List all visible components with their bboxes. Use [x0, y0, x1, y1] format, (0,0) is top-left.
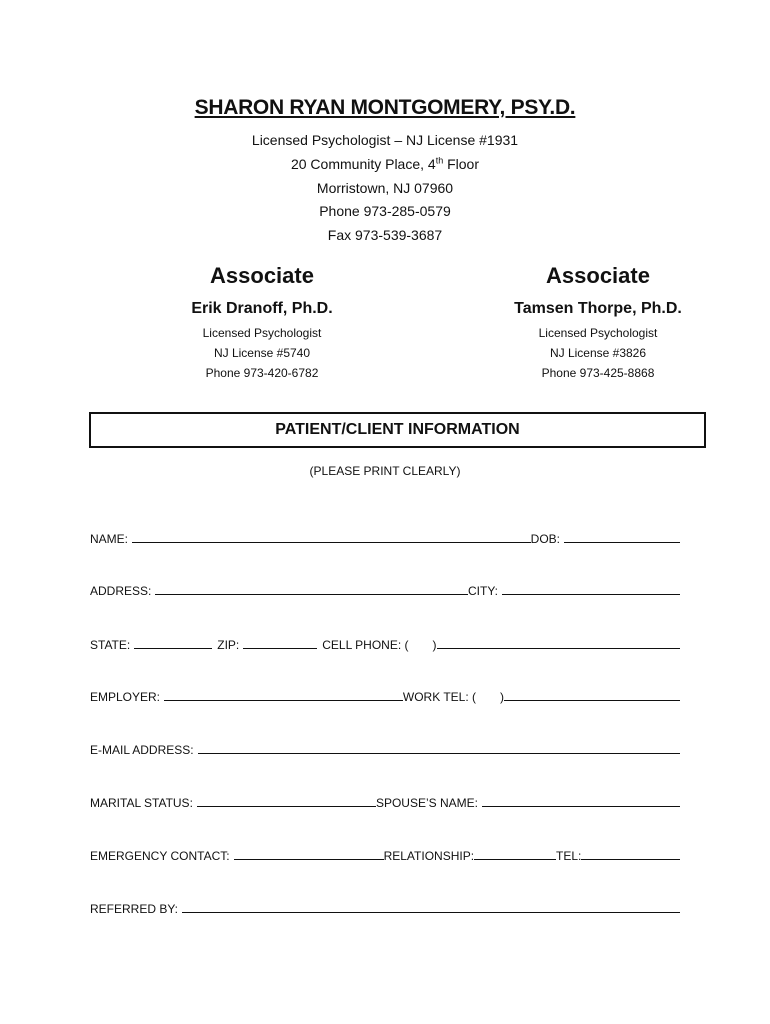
dob-label: DOB:	[530, 532, 560, 546]
work-tel-label: WORK TEL: (	[402, 690, 476, 704]
zip-label: ZIP:	[217, 638, 240, 652]
associate-name: Tamsen Thorpe, Ph.D.	[514, 300, 682, 317]
marital-row	[90, 794, 680, 810]
emergency-tel-label: TEL:	[556, 849, 582, 863]
referred-by-label: REFERRED BY:	[90, 902, 179, 916]
emergency-contact-field[interactable]	[234, 847, 384, 860]
dob-field[interactable]	[564, 530, 680, 543]
associate-role: Licensed Psychologist	[538, 326, 658, 340]
relationship-field[interactable]	[474, 847, 556, 860]
address-label: ADDRESS:	[90, 584, 152, 598]
associate-name: Erik Dranoff, Ph.D.	[191, 300, 333, 317]
email-field[interactable]	[198, 741, 680, 754]
associate-role: Licensed Psychologist	[202, 326, 322, 340]
zip-field[interactable]	[243, 636, 317, 649]
associate-heading: Associate	[546, 263, 650, 288]
practice-title: SHARON RYAN MONTGOMERY, PSY.D.	[194, 96, 576, 119]
address-field[interactable]	[155, 582, 468, 595]
practice-fax: Fax 973-539-3687	[327, 227, 443, 243]
practice-city: Morristown, NJ 07960	[316, 180, 454, 196]
emergency-tel-field[interactable]	[581, 847, 680, 860]
work-tel-paren: )	[500, 690, 504, 704]
associate-heading: Associate	[210, 263, 314, 288]
spouse-name-label: SPOUSE’S NAME:	[375, 796, 478, 810]
associate-phone: Phone 973-420-6782	[205, 366, 319, 380]
print-clearly-note: (PLEASE PRINT CLEARLY)	[309, 464, 461, 478]
marital-status-label: MARITAL STATUS:	[90, 796, 193, 810]
name-label: NAME:	[90, 532, 129, 546]
name-row	[90, 530, 680, 546]
employer-row	[90, 688, 680, 704]
address-floor: Floor	[443, 156, 480, 172]
associate-phone: Phone 973-425-8868	[541, 366, 655, 380]
name-field[interactable]	[132, 530, 531, 543]
cell-phone-field[interactable]	[437, 636, 681, 649]
emergency-row	[90, 847, 680, 863]
emergency-contact-label: EMERGENCY CONTACT:	[90, 849, 230, 863]
relationship-label: RELATIONSHIP:	[383, 849, 475, 863]
city-label: CITY:	[467, 584, 498, 598]
email-label: E-MAIL ADDRESS:	[90, 743, 194, 757]
practice-license: Licensed Psychologist – NJ License #1931	[251, 132, 519, 148]
practice-address	[0, 156, 770, 172]
state-row	[90, 636, 680, 652]
referred-row	[90, 900, 680, 916]
email-row	[90, 741, 680, 757]
section-title: PATIENT/CLIENT INFORMATION	[275, 421, 520, 438]
work-tel-field[interactable]	[504, 688, 680, 701]
practice-phone: Phone 973-285-0579	[319, 203, 451, 219]
referred-by-field[interactable]	[182, 900, 680, 913]
section-title-box	[89, 412, 706, 448]
spouse-name-field[interactable]	[482, 794, 680, 807]
state-label: STATE:	[90, 638, 131, 652]
associate-license: NJ License #3826	[549, 346, 647, 360]
city-field[interactable]	[502, 582, 680, 595]
marital-status-field[interactable]	[197, 794, 376, 807]
address-text: 20 Community Place, 4	[290, 156, 436, 172]
cell-phone-paren: )	[432, 638, 437, 652]
employer-field[interactable]	[164, 688, 403, 701]
cell-phone-label: CELL PHONE: (	[322, 638, 409, 652]
associate-license: NJ License #5740	[213, 346, 311, 360]
address-superscript: th	[435, 155, 444, 166]
address-row	[90, 582, 680, 598]
employer-label: EMPLOYER:	[90, 690, 161, 704]
state-field[interactable]	[134, 636, 212, 649]
